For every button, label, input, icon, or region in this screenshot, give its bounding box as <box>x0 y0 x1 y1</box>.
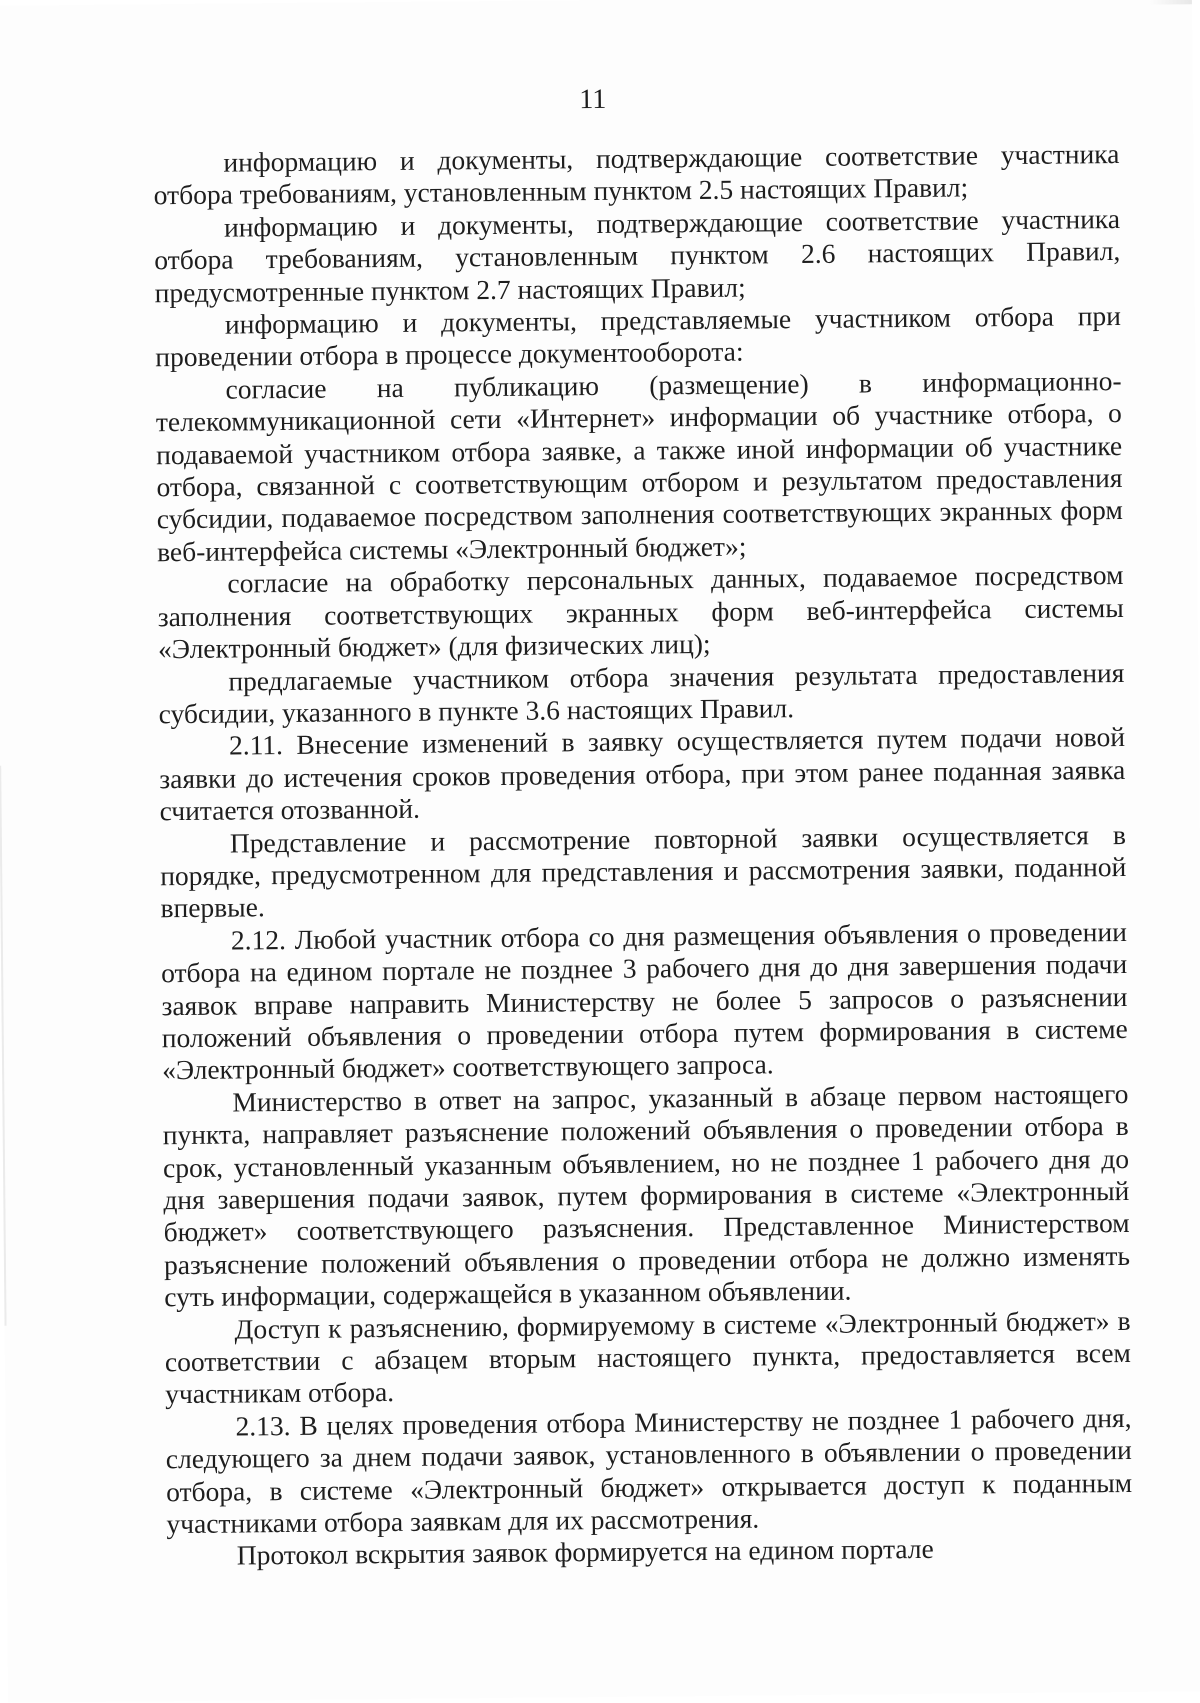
paragraph: информацию и документы, подтверждающие соответствие участника отбора требованиям, установленным пунктом 2.6 настоящих Правил, предусмотренные пунктом 2.7 настоящих Правил; <box>154 202 1121 308</box>
paragraph: Представление и рассмотрение повторной заявки осуществляется в порядке, предусмотренном для представления и рассмотрения заявки, поданной впервые. <box>160 818 1127 924</box>
paragraph: предлагаемые участником отбора значения результата предоставления субсидии, указанного в пункте 3.6 настоящих Правил. <box>158 656 1125 730</box>
paragraph-continued: Протокол вскрытия заявок формируется на едином портале <box>236 1533 934 1571</box>
scan-artifact <box>1150 0 1192 5</box>
paragraph-2-13: 2.13. В целях проведения отбора Министерству не позднее 1 рабочего дня, следующего за днем подачи заявок, установленного в объявлении о проведении отбора, в системе «Электронный бюджет» открывается доступ к поданным участниками отбора заявкам для их рассмотрения. <box>165 1401 1133 1540</box>
paragraph: согласие на обработку персональных данных, подаваемое посредством заполнения соответствующих экранных форм веб-интерфейса системы «Электронный бюджет» (для физических лиц); <box>157 559 1124 665</box>
paragraph-2-11: 2.11. Внесение изменений в заявку осуществляется путем подачи новой заявки до истечения сроков проведения отбора, при этом ранее поданная заявка считается отозванной. <box>159 721 1126 827</box>
paragraph: Министерство в ответ на запрос, указанный в абзаце первом настоящего пункта, направляет разъяснение положений объявления о проведении отбора в срок, установленный указанным объявлением, но не позднее 1 рабочего дня до дня завершения подачи заявок, путем формирования в системе «Электронный бюджет» соответствующего разъяснения. Представленное Министерством разъяснение положений объявления о проведении отбора не должно изменять суть информации, содержащейся в указанном объявлении. <box>162 1077 1131 1313</box>
paragraph: информацию и документы, представляемые участником отбора при проведении отбора в процессе документооборота: <box>155 300 1122 373</box>
paragraph: Доступ к разъяснению, формируемому в системе «Электронный бюджет» в соответствии с абзацем вторым настоящего пункта, предоставляется всем участникам отбора. <box>164 1304 1132 1410</box>
paragraph: информацию и документы, подтверждающие соответствие участника отбора требованиям, установленным пунктом 2.5 настоящих Правил; <box>153 137 1120 211</box>
page-number: 11 <box>579 83 607 116</box>
paragraph: согласие на публикацию (размещение) в информационно-телекоммуникационной сети «Интернет» информации об участнике отбора, о подаваемой участником отбора заявке, а также иной информации об участнике отбора, связанной с соответствующим отбором и результатом предоставления субсидии, подаваемое посредством заполнения соответствующих экранных форм веб-интерфейса системы «Электронный бюджет»; <box>155 364 1123 568</box>
paragraph-2-12: 2.12. Любой участник отбора со дня размещения объявления о проведении отбора на едином портале не позднее 3 рабочего дня до дня завершения подачи заявок вправе направить Министерству не более 5 запросов о разъяснении положений объявления о проведении отбора путем формирования в системе «Электронный бюджет» соответствующего запроса. <box>161 915 1128 1086</box>
scan-edge-artifact <box>0 766 7 1326</box>
document-body <box>153 138 1133 1573</box>
